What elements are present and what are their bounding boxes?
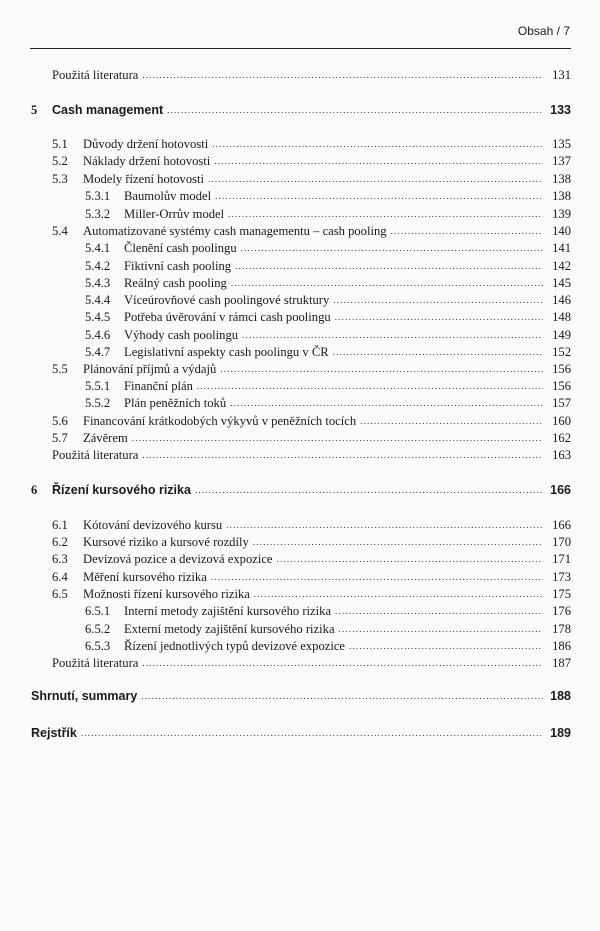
toc-entry-number: 6.5 [52,587,68,601]
toc-entry-title: Externí metody zajištění kursového rizika [124,622,335,636]
dot-leader [197,379,543,393]
header-separator: / [556,24,560,38]
toc-entry-page: 148 [552,310,571,324]
toc-entry-title: Výhody cash poolingu [124,328,239,342]
toc-entry-title: Použitá literatura [52,68,139,82]
toc-entry-page: 163 [552,448,571,462]
toc-entry-row [85,343,571,359]
toc-entry-page: 170 [552,535,571,549]
toc-entry-title: Závěrem [83,431,128,445]
dot-leader [167,103,543,117]
toc-entry-row [52,66,571,82]
dot-leader [231,276,543,290]
dot-leader [214,154,543,168]
toc-entry-number: 5.5.1 [85,379,111,393]
toc-entry-title: Financování krátkodobých výkyvů v peněžních tocích [83,414,357,428]
toc-entry-number: 5.4.6 [85,328,111,342]
toc-entry-row [52,654,571,670]
dot-leader [142,448,543,462]
dot-leader [142,656,543,670]
toc-entry-title: Automatizované systémy cash managementu – cash pooling [83,224,387,238]
toc-entry-page: 141 [552,241,571,255]
toc-entry-row [85,602,571,618]
dot-leader [254,587,543,601]
dot-leader [228,207,543,221]
dot-leader [391,224,543,238]
toc-entry-title: Řízení jednotlivých typů devizové expozice [124,639,346,653]
toc-entry-title: Cash management [52,103,164,117]
dot-leader [230,396,543,410]
toc-entry-title: Plán peněžních toků [124,396,227,410]
toc-entry-title: Rejstřík [31,726,77,740]
toc-entry-number: 5.4.4 [85,293,111,307]
toc-entry-number: 5 [31,103,38,117]
toc-entry-title: Shrnutí, summary [31,689,138,703]
toc-entry-number: 5.4.2 [85,259,111,273]
toc-entry-row [52,360,571,376]
toc-entry-title: Fiktivní cash pooling [124,259,232,273]
toc-entry-page: 135 [552,137,571,151]
toc-entry-number: 5.7 [52,431,68,445]
toc-entry-number: 6.3 [52,552,68,566]
toc-entry-page: 171 [552,552,571,566]
toc-entry-title: Důvody držení hotovosti [83,137,209,151]
toc-entry-title: Členění cash poolingu [124,241,237,255]
toc-entry-row [85,205,571,221]
header-rule [30,48,571,49]
toc-entry-page: 138 [552,172,571,186]
dot-leader [226,518,543,532]
toc-entry-row [85,377,571,393]
toc-entry-page: 149 [552,328,571,342]
dot-leader [141,689,543,703]
toc-entry-number: 6.5.2 [85,622,111,636]
toc-entry-title: Řízení kursového rizika [52,483,191,497]
toc-entry-page: 166 [552,518,571,532]
toc-entry-row [85,187,571,203]
toc-entry-title: Plánování příjmů a výdajů [83,362,217,376]
toc-entry-number: 5.5.2 [85,396,111,410]
toc-entry-title: Náklady držení hotovosti [83,154,211,168]
toc-entry-page: 166 [550,483,571,497]
toc-entry-row [52,568,571,584]
toc-entry-number: 5.3 [52,172,68,186]
toc-chapter-row [31,724,571,740]
toc-entry-row [52,412,571,428]
toc-entry-page: 156 [552,362,571,376]
toc-entry-row [52,135,571,151]
toc-entry-title: Reálný cash pooling [124,276,227,290]
toc-entry-row [85,257,571,273]
toc-entry-title: Kursové riziko a kursové rozdíly [83,535,249,549]
toc-entry-number: 6 [31,483,38,497]
toc-entry-row [52,152,571,168]
toc-entry-number: 5.3.2 [85,207,111,221]
toc-entry-page: 162 [552,431,571,445]
toc-entry-number: 5.4 [52,224,68,238]
toc-entry-row [85,291,571,307]
toc-entry-title: Použitá literatura [52,448,139,462]
toc-entry-number: 6.2 [52,535,68,549]
dot-leader [349,639,543,653]
toc-entry-page: 145 [552,276,571,290]
dot-leader [215,189,543,203]
toc-entry-title: Kótování devizového kursu [83,518,223,532]
dot-leader [132,431,543,445]
dot-leader [339,622,543,636]
toc-chapter-row [31,687,571,703]
toc-entry-title: Devizová pozice a devizová expozice [83,552,273,566]
dot-leader [211,570,543,584]
toc-entry-page: 189 [550,726,571,740]
toc-entry-page: 175 [552,587,571,601]
toc-entry-number: 5.4.7 [85,345,111,359]
toc-entry-row [52,516,571,532]
toc-entry-page: 152 [552,345,571,359]
toc-entry-number: 5.4.1 [85,241,111,255]
toc-entry-row [52,222,571,238]
dot-leader [220,362,543,376]
running-header [470,24,570,38]
toc-entry-page: 186 [552,639,571,653]
toc-entry-title: Miller-Orrův model [124,207,225,221]
toc-entry-page: 156 [552,379,571,393]
toc-entry-row [85,620,571,636]
toc-entry-number: 6.1 [52,518,68,532]
dot-leader [333,345,543,359]
toc-entry-page: 160 [552,414,571,428]
dot-leader [241,241,543,255]
toc-entry-page: 187 [552,656,571,670]
toc-chapter-row [31,101,571,117]
dot-leader [81,726,543,740]
toc-entry-row [85,274,571,290]
dot-leader [142,68,543,82]
toc-entry-row [85,394,571,410]
toc-entry-row [52,533,571,549]
toc-entry-title: Měření kursového rizika [83,570,207,584]
toc-entry-row [85,308,571,324]
toc-entry-title: Potřeba úvěrování v rámci cash poolingu [124,310,331,324]
header-page-number: 7 [563,24,570,38]
dot-leader [333,293,543,307]
toc-entry-title: Možnosti řízení kursového rizika [83,587,250,601]
toc-entry-page: 137 [552,154,571,168]
toc-entry-row [52,446,571,462]
toc-entry-number: 5.3.1 [85,189,111,203]
toc-entry-row [52,170,571,186]
toc-entry-number: 5.4.3 [85,276,111,290]
dot-leader [360,414,543,428]
toc-entry-title: Modely řízení hotovosti [83,172,205,186]
toc-entry-page: 133 [550,103,571,117]
toc-entry-title: Legislativní aspekty cash poolingu v ČR [124,345,329,359]
toc-entry-row [85,239,571,255]
toc-entry-page: 142 [552,259,571,273]
dot-leader [235,259,543,273]
toc-entry-number: 5.4.5 [85,310,111,324]
dot-leader [208,172,543,186]
toc-entry-page: 157 [552,396,571,410]
toc-entry-page: 176 [552,604,571,618]
dot-leader [253,535,543,549]
toc-entry-page: 178 [552,622,571,636]
toc-entry-number: 5.5 [52,362,68,376]
toc-chapter-row [31,481,571,497]
dot-leader [195,483,543,497]
dot-leader [335,604,543,618]
header-section: Obsah [517,24,554,38]
toc-entry-page: 188 [550,689,571,703]
toc-entry-row [52,429,571,445]
toc-entry-number: 5.1 [52,137,68,151]
toc-entry-number: 5.6 [52,414,68,428]
dot-leader [277,552,543,566]
toc-entry-page: 131 [552,68,571,82]
toc-entry-row [52,585,571,601]
toc-entry-title: Použitá literatura [52,656,139,670]
toc-entry-number: 6.5.1 [85,604,111,618]
toc-entry-title: Interní metody zajištění kursového rizika [124,604,332,618]
toc-entry-number: 6.5.3 [85,639,111,653]
toc-entry-number: 5.2 [52,154,68,168]
toc-entry-row [85,637,571,653]
dot-leader [212,137,543,151]
toc-entry-title: Víceúrovňové cash poolingové struktury [124,293,330,307]
toc-entry-page: 138 [552,189,571,203]
dot-leader [335,310,543,324]
toc-entry-row [52,550,571,566]
toc-entry-page: 139 [552,207,571,221]
toc-entry-page: 173 [552,570,571,584]
toc-entry-title: Finanční plán [124,379,193,393]
toc-entry-number: 6.4 [52,570,68,584]
toc-entry-title: Baumolův model [124,189,212,203]
toc-entry-page: 146 [552,293,571,307]
toc-entry-page: 140 [552,224,571,238]
toc-entry-row [85,326,571,342]
dot-leader [242,328,543,342]
